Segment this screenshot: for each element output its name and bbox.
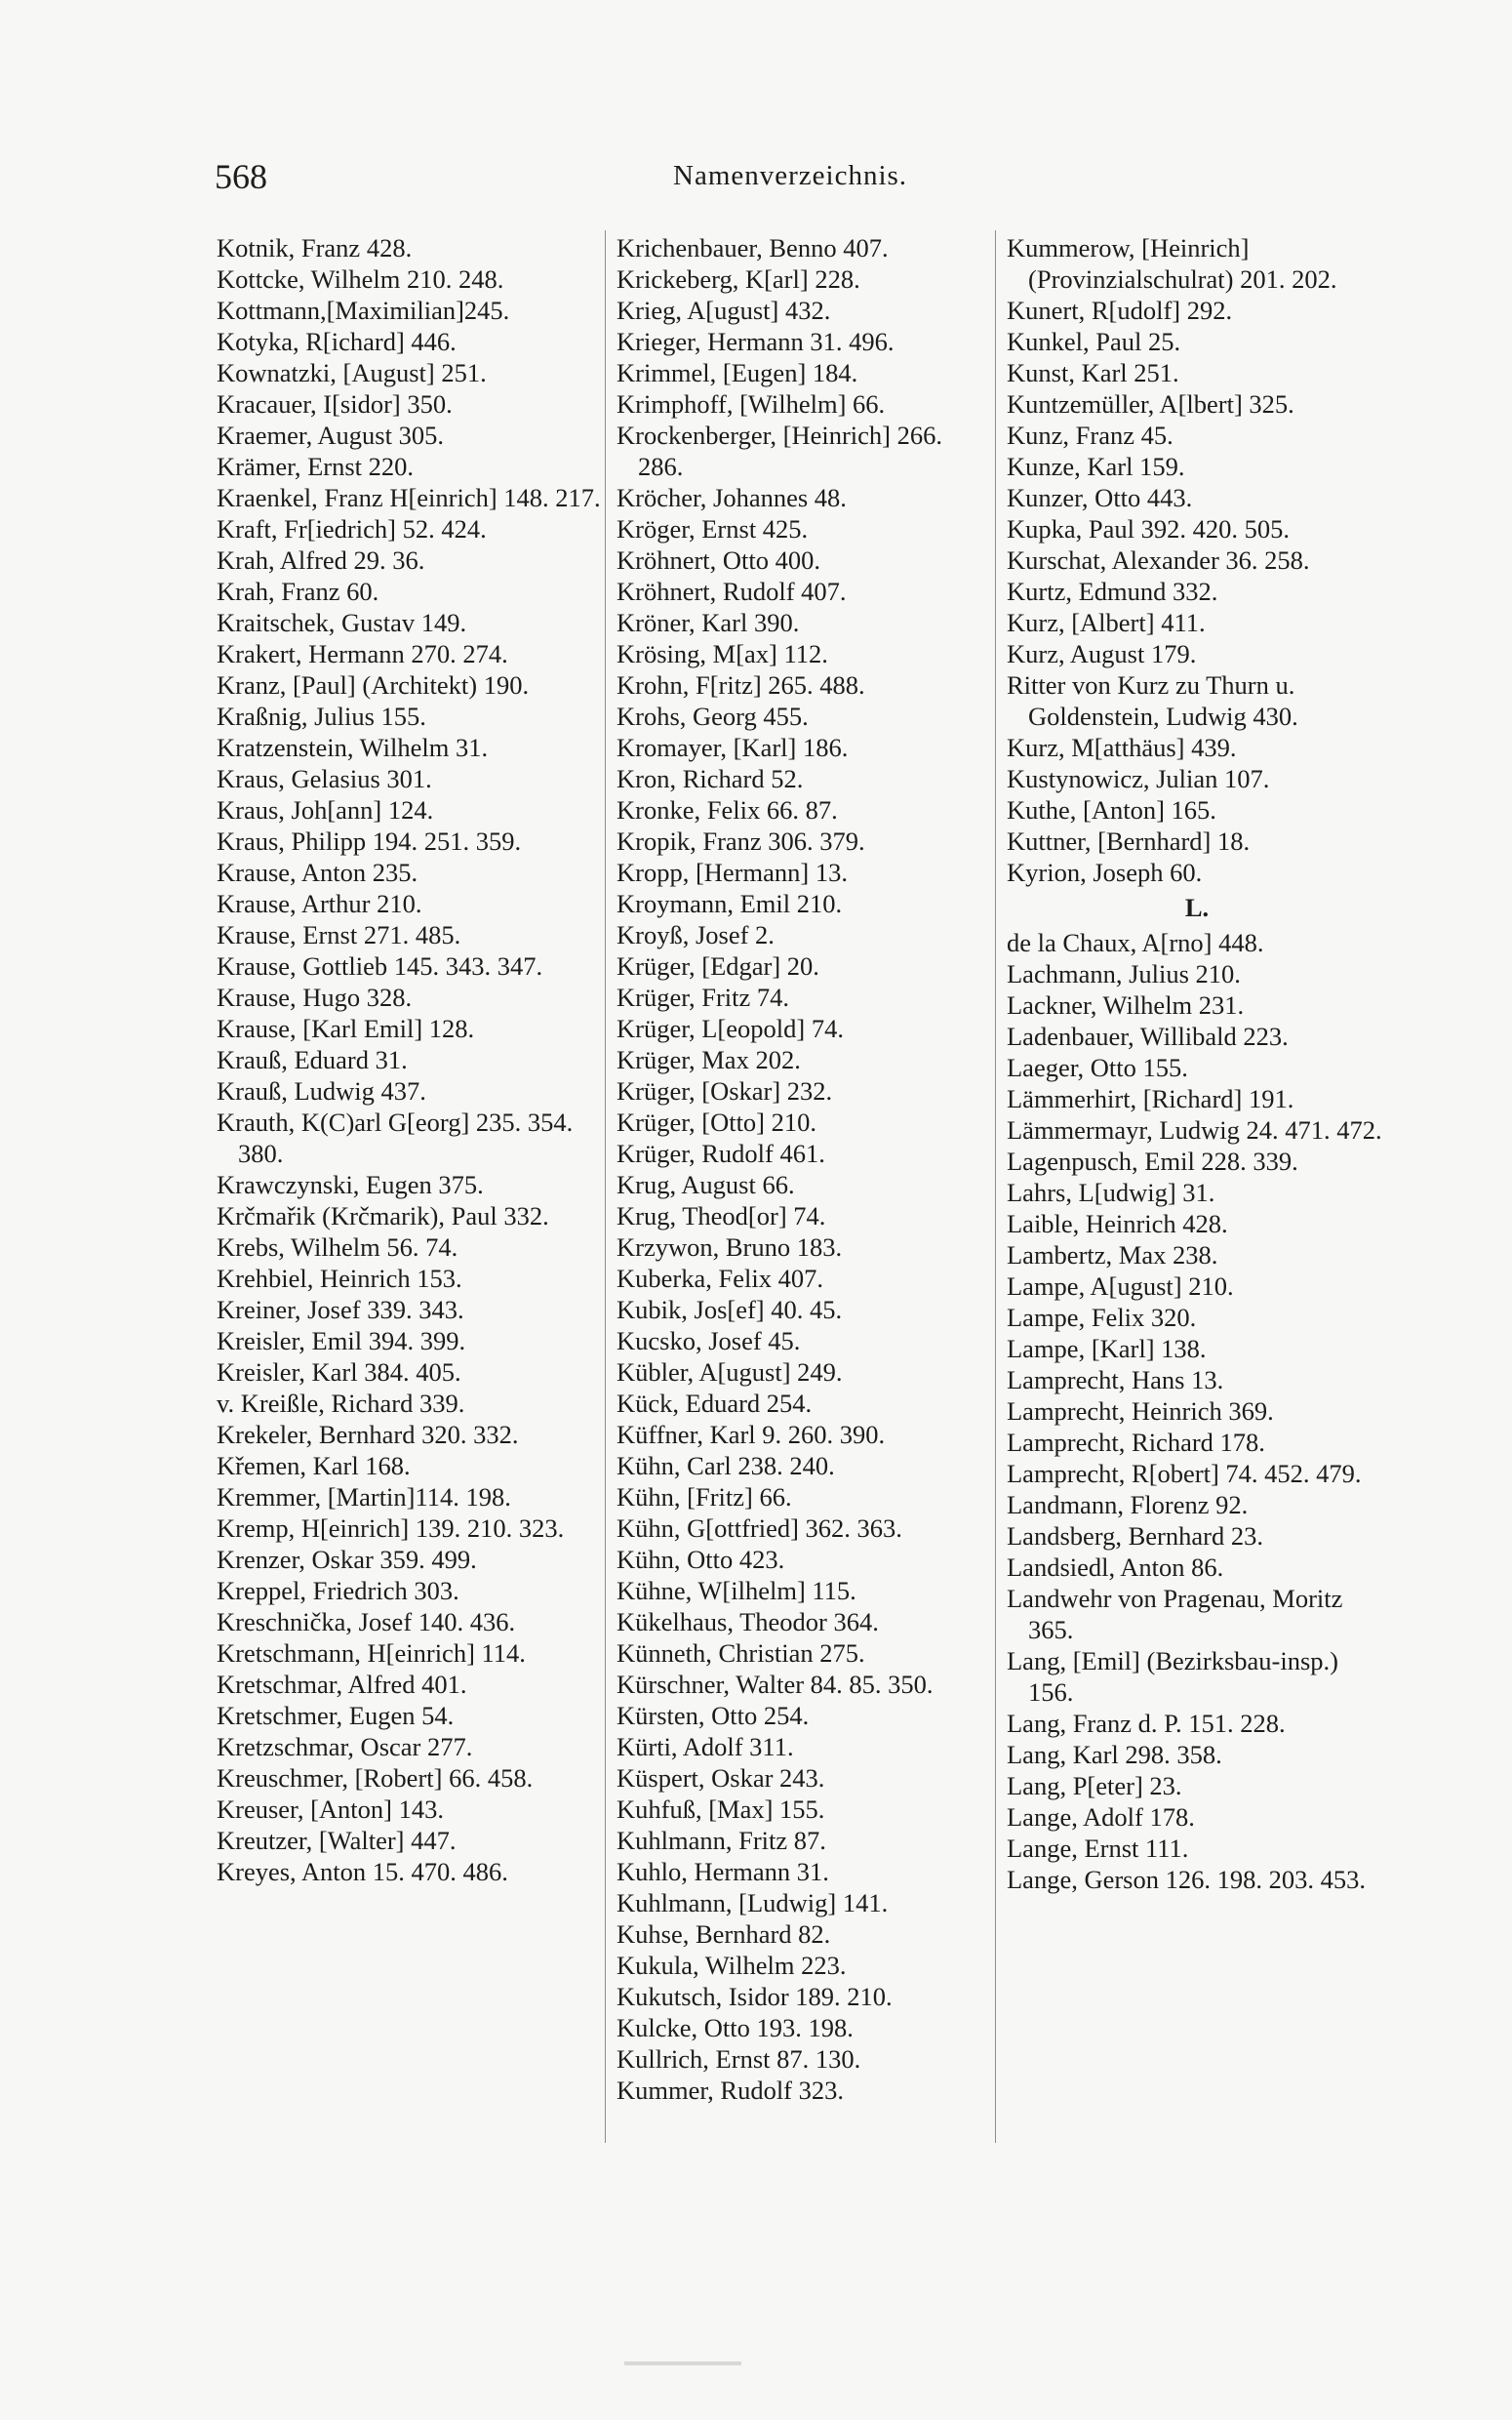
index-entry: Kreyes, Anton 15. 470. 486. — [217, 1857, 508, 1886]
index-entry: Kroymann, Emil 210. — [617, 889, 843, 918]
index-entry: Kranz, [Paul] (Architekt) 190. — [217, 670, 530, 700]
index-entry: Kretschmar, Alfred 401. — [217, 1670, 467, 1699]
index-entry: Krüger, Max 202. — [617, 1045, 801, 1074]
page-header — [215, 156, 1346, 205]
index-column-1 — [217, 232, 607, 1887]
index-entry: Krehbiel, Heinrich 153. — [217, 1264, 462, 1293]
index-entry: Krause, Gottlieb 145. 343. 347. — [217, 951, 543, 981]
index-entry: Kucsko, Josef 45. — [617, 1326, 801, 1355]
index-entry: Krause, Arthur 210. — [217, 889, 422, 918]
index-entry: Ritter von Kurz zu Thurn u. Goldenstein, Ludwig 430. — [1007, 670, 1298, 731]
index-entry: Landwehr von Pragenau, Moritz 365. — [1007, 1584, 1343, 1644]
index-entry: Kretschmann, H[einrich] 114. — [217, 1638, 526, 1668]
index-entry: Kromayer, [Karl] 186. — [617, 733, 849, 762]
index-entry: Kotyka, R[ichard] 446. — [217, 327, 457, 356]
index-entry: Kunze, Karl 159. — [1007, 452, 1185, 481]
section-heading-l: L. — [1184, 893, 1210, 922]
index-entry: Krebs, Wilhelm 56. 74. — [217, 1232, 458, 1262]
index-entry: Kron, Richard 52. — [617, 764, 804, 793]
index-entry: Kottcke, Wilhelm 210. 248. — [217, 264, 504, 294]
index-entry: Kurz, [Albert] 411. — [1007, 608, 1206, 637]
index-entry: Kukutsch, Isidor 189. 210. — [617, 1982, 893, 2011]
index-entry: Kreisler, Karl 384. 405. — [217, 1357, 461, 1387]
index-entry: Lang, Franz d. P. 151. 228. — [1007, 1709, 1286, 1738]
index-entry: Kummerow, [Heinrich] (Provinzialschulrat) 201. 202. — [1007, 233, 1337, 294]
index-entry: Kurz, M[atthäus] 439. — [1007, 733, 1237, 762]
index-entry: Kremp, H[einrich] 139. 210. 323. — [217, 1513, 565, 1543]
index-entry: Kraßnig, Julius 155. — [217, 702, 426, 731]
index-entry: Kuhlmann, Fritz 87. — [617, 1826, 826, 1855]
index-entry: Landmann, Florenz 92. — [1007, 1490, 1249, 1519]
index-entry: Krohs, Georg 455. — [617, 702, 809, 731]
page-number: 568 — [215, 157, 267, 196]
index-entry: Kreuser, [Anton] 143. — [217, 1795, 444, 1824]
index-entry: Kübler, A[ugust] 249. — [617, 1357, 843, 1387]
index-entry: Krämer, Ernst 220. — [217, 452, 415, 481]
index-entry: Kreppel, Friedrich 303. — [217, 1576, 459, 1605]
index-entry: Krug, Theod[or] 74. — [617, 1201, 826, 1230]
index-entry: Krause, [Karl Emil] 128. — [217, 1014, 475, 1043]
index-entry: Kropik, Franz 306. 379. — [617, 827, 865, 856]
index-entry: Kulcke, Otto 193. 198. — [617, 2013, 854, 2042]
index-entry: Lämmerhirt, [Richard] 191. — [1007, 1084, 1294, 1113]
index-entry: Kretschmer, Eugen 54. — [217, 1701, 455, 1730]
index-entry: Lackner, Wilhelm 231. — [1007, 990, 1245, 1020]
index-entry: Kustynowicz, Julian 107. — [1007, 764, 1270, 793]
index-entry: Lahrs, L[udwig] 31. — [1007, 1178, 1215, 1207]
index-entry: Lamprecht, Hans 13. — [1007, 1365, 1224, 1394]
index-entry: Landsiedl, Anton 86. — [1007, 1553, 1224, 1582]
index-entry: Kropp, [Hermann] 13. — [617, 858, 848, 887]
index-entry: Krieg, A[ugust] 432. — [617, 296, 831, 325]
index-entry: Krüger, [Edgar] 20. — [617, 951, 819, 981]
index-entry: Kunert, R[udolf] 292. — [1007, 296, 1233, 325]
index-entry: Kuhfuß, [Max] 155. — [617, 1795, 825, 1824]
index-entry: Kühn, Carl 238. 240. — [617, 1451, 835, 1480]
index-entry: Lamprecht, Heinrich 369. — [1007, 1396, 1274, 1426]
index-entry: Krawczynski, Eugen 375. — [217, 1170, 484, 1199]
index-entry: Kronke, Felix 66. 87. — [617, 795, 838, 825]
index-entry: Lange, Adolf 178. — [1007, 1802, 1195, 1832]
index-entry: Krüger, Fritz 74. — [617, 983, 790, 1012]
index-entry: Lämmermayr, Ludwig 24. 471. 472. — [1007, 1115, 1382, 1145]
index-entry: Kraemer, August 305. — [217, 421, 444, 450]
index-entry: Kühn, [Fritz] 66. — [617, 1482, 792, 1512]
running-title: Namenverzeichnis. — [673, 160, 908, 191]
index-entry: Kükelhaus, Theodor 364. — [617, 1607, 879, 1636]
index-entry: Kreisler, Emil 394. 399. — [217, 1326, 466, 1355]
index-entry: Kurtz, Edmund 332. — [1007, 577, 1218, 606]
index-entry: Krüger, [Oskar] 232. — [617, 1076, 833, 1106]
index-entry: Kuntzemüller, A[lbert] 325. — [1007, 389, 1294, 419]
index-entry: Kuhse, Bernhard 82. — [617, 1919, 831, 1949]
index-entry: Krause, Hugo 328. — [217, 983, 413, 1012]
index-entry: Landsberg, Bernhard 23. — [1007, 1521, 1263, 1551]
index-entry: Krah, Franz 60. — [217, 577, 379, 606]
index-entry: Kremmer, [Martin]114. 198. — [217, 1482, 511, 1512]
index-entry: Kunkel, Paul 25. — [1007, 327, 1181, 356]
index-entry: Kownatzki, [August] 251. — [217, 358, 487, 387]
index-entry: Küffner, Karl 9. 260. 390. — [617, 1420, 886, 1449]
index-entry: Kullrich, Ernst 87. 130. — [617, 2044, 861, 2074]
index-entry: Krüger, [Otto] 210. — [617, 1108, 816, 1137]
index-entry: Kröhnert, Otto 400. — [617, 545, 821, 575]
index-entry: Künneth, Christian 275. — [617, 1638, 865, 1668]
index-entry: Kröhnert, Rudolf 407. — [617, 577, 847, 606]
index-entry: Ladenbauer, Willibald 223. — [1007, 1022, 1289, 1051]
index-column-3 — [1007, 232, 1387, 1895]
index-entry: Lamprecht, Richard 178. — [1007, 1428, 1265, 1457]
index-entry: Kyrion, Joseph 60. — [1007, 858, 1203, 887]
index-entry: Kröner, Karl 390. — [617, 608, 800, 637]
index-entry: Laeger, Otto 155. — [1007, 1053, 1188, 1082]
index-entry: Kraus, Gelasius 301. — [217, 764, 432, 793]
index-entry: Lampe, Felix 320. — [1007, 1303, 1197, 1332]
index-entry: Kubik, Jos[ef] 40. 45. — [617, 1295, 843, 1324]
index-entry: Lachmann, Julius 210. — [1007, 959, 1241, 988]
index-entry: Kuttner, [Bernhard] 18. — [1007, 827, 1251, 856]
index-entry: Lampe, [Karl] 138. — [1007, 1334, 1207, 1363]
index-entry: Lang, Karl 298. 358. — [1007, 1740, 1222, 1769]
index-entry: Krah, Alfred 29. 36. — [217, 545, 425, 575]
index-entry: Kurz, August 179. — [1007, 639, 1197, 668]
index-entry: Kuhlo, Hermann 31. — [617, 1857, 829, 1886]
index-entry: Kottmann,[Maximilian]245. — [217, 296, 510, 325]
index-entry: Krauth, K(C)arl G[eorg] 235. 354. 380. — [217, 1108, 574, 1168]
index-entry: Krimphoff, [Wilhelm] 66. — [617, 389, 886, 419]
index-entry: Kupka, Paul 392. 420. 505. — [1007, 514, 1291, 544]
index-entry: Krause, Anton 235. — [217, 858, 418, 887]
index-entry: Kunzer, Otto 443. — [1007, 483, 1193, 512]
index-entry: Kunz, Franz 45. — [1007, 421, 1174, 450]
index-entry: Kreiner, Josef 339. 343. — [217, 1295, 464, 1324]
index-entry: Kraft, Fr[iedrich] 52. 424. — [217, 514, 487, 544]
index-entry: Kuberka, Felix 407. — [617, 1264, 823, 1293]
index-entry: Lange, Gerson 126. 198. 203. 453. — [1007, 1865, 1366, 1894]
bottom-smudge — [624, 2361, 741, 2365]
index-entry: Krösing, M[ax] 112. — [617, 639, 828, 668]
index-entry: Lamprecht, R[obert] 74. 452. 479. — [1007, 1459, 1362, 1488]
index-entry: Krickeberg, K[arl] 228. — [617, 264, 860, 294]
index-entry: Krockenberger, [Heinrich] 266. 286. — [617, 421, 942, 481]
index-entry: Kreutzer, [Walter] 447. — [217, 1826, 457, 1855]
index-entry: Kürschner, Walter 84. 85. 350. — [617, 1670, 934, 1699]
index-entry: Krieger, Hermann 31. 496. — [617, 327, 895, 356]
index-entry: Krüger, L[eopold] 74. — [617, 1014, 844, 1043]
index-entry: Kroyß, Josef 2. — [617, 920, 775, 949]
index-entry: Krzywon, Bruno 183. — [617, 1232, 843, 1262]
index-entry: Kuhlmann, [Ludwig] 141. — [617, 1888, 889, 1917]
index-entry: Laible, Heinrich 428. — [1007, 1209, 1228, 1238]
index-entry: Kraus, Philipp 194. 251. 359. — [217, 827, 522, 856]
index-entry: Krenzer, Oskar 359. 499. — [217, 1545, 477, 1574]
index-entry: Lagenpusch, Emil 228. 339. — [1007, 1147, 1298, 1176]
index-entry: Lange, Ernst 111. — [1007, 1834, 1189, 1863]
index-entry: Küspert, Oskar 243. — [617, 1763, 825, 1793]
index-entry: Kürti, Adolf 311. — [617, 1732, 794, 1761]
index-entry: Krug, August 66. — [617, 1170, 795, 1199]
index-entry: v. Kreißle, Richard 339. — [217, 1389, 465, 1418]
index-entry: Kreuschmer, [Robert] 66. 458. — [217, 1763, 534, 1793]
index-entry: Lang, P[eter] 23. — [1007, 1771, 1182, 1800]
index-entry: Kröger, Ernst 425. — [617, 514, 809, 544]
index-entry: Kürsten, Otto 254. — [617, 1701, 810, 1730]
index-entry: Kraitschek, Gustav 149. — [217, 608, 467, 637]
index-entry: Kunst, Karl 251. — [1007, 358, 1179, 387]
index-entry: Kurschat, Alexander 36. 258. — [1007, 545, 1310, 575]
index-entry: Kracauer, I[sidor] 350. — [217, 389, 453, 419]
index-entry: Kühn, Otto 423. — [617, 1545, 785, 1574]
index-entry: Krauß, Ludwig 437. — [217, 1076, 426, 1106]
index-entry: de la Chaux, A[rno] 448. — [1007, 928, 1264, 957]
index-entry: Křemen, Karl 168. — [217, 1451, 411, 1480]
index-entry: Lambertz, Max 238. — [1007, 1240, 1218, 1270]
index-entry: Krauß, Eduard 31. — [217, 1045, 408, 1074]
index-entry: Krčmařik (Krčmarik), Paul 332. — [217, 1201, 549, 1230]
index-entry: Krause, Ernst 271. 485. — [217, 920, 461, 949]
index-entry: Kuthe, [Anton] 165. — [1007, 795, 1216, 825]
index-entry: Krekeler, Bernhard 320. 332. — [217, 1420, 519, 1449]
index-entry: Krohn, F[ritz] 265. 488. — [617, 670, 865, 700]
index-entry: Kraenkel, Franz H[einrich] 148. 217. — [217, 483, 601, 512]
index-entry: Lampe, A[ugust] 210. — [1007, 1271, 1234, 1301]
index-entry: Kotnik, Franz 428. — [217, 233, 413, 262]
index-entry: Lang, [Emil] (Bezirksbau-insp.) 156. — [1007, 1646, 1338, 1707]
index-entry: Krichenbauer, Benno 407. — [617, 233, 889, 262]
index-entry: Kröcher, Johannes 48. — [617, 483, 847, 512]
index-entry: Kratzenstein, Wilhelm 31. — [217, 733, 489, 762]
index-entry: Krimmel, [Eugen] 184. — [617, 358, 858, 387]
index-entry: Krakert, Hermann 270. 274. — [217, 639, 508, 668]
index-entry: Kühne, W[ilhelm] 115. — [617, 1576, 856, 1605]
index-entry: Krüger, Rudolf 461. — [617, 1139, 825, 1168]
index-entry: Kühn, G[ottfried] 362. 363. — [617, 1513, 902, 1543]
index-entry: Kreschnička, Josef 140. 436. — [217, 1607, 516, 1636]
index-entry: Kretzschmar, Oscar 277. — [217, 1732, 473, 1761]
index-entry: Kraus, Joh[ann] 124. — [217, 795, 434, 825]
index-column-2 — [617, 232, 987, 2106]
index-entry: Kück, Eduard 254. — [617, 1389, 813, 1418]
index-entry: Kukula, Wilhelm 223. — [617, 1951, 847, 1980]
index-entry: Kummer, Rudolf 323. — [617, 2076, 845, 2105]
column-divider — [995, 230, 996, 2143]
